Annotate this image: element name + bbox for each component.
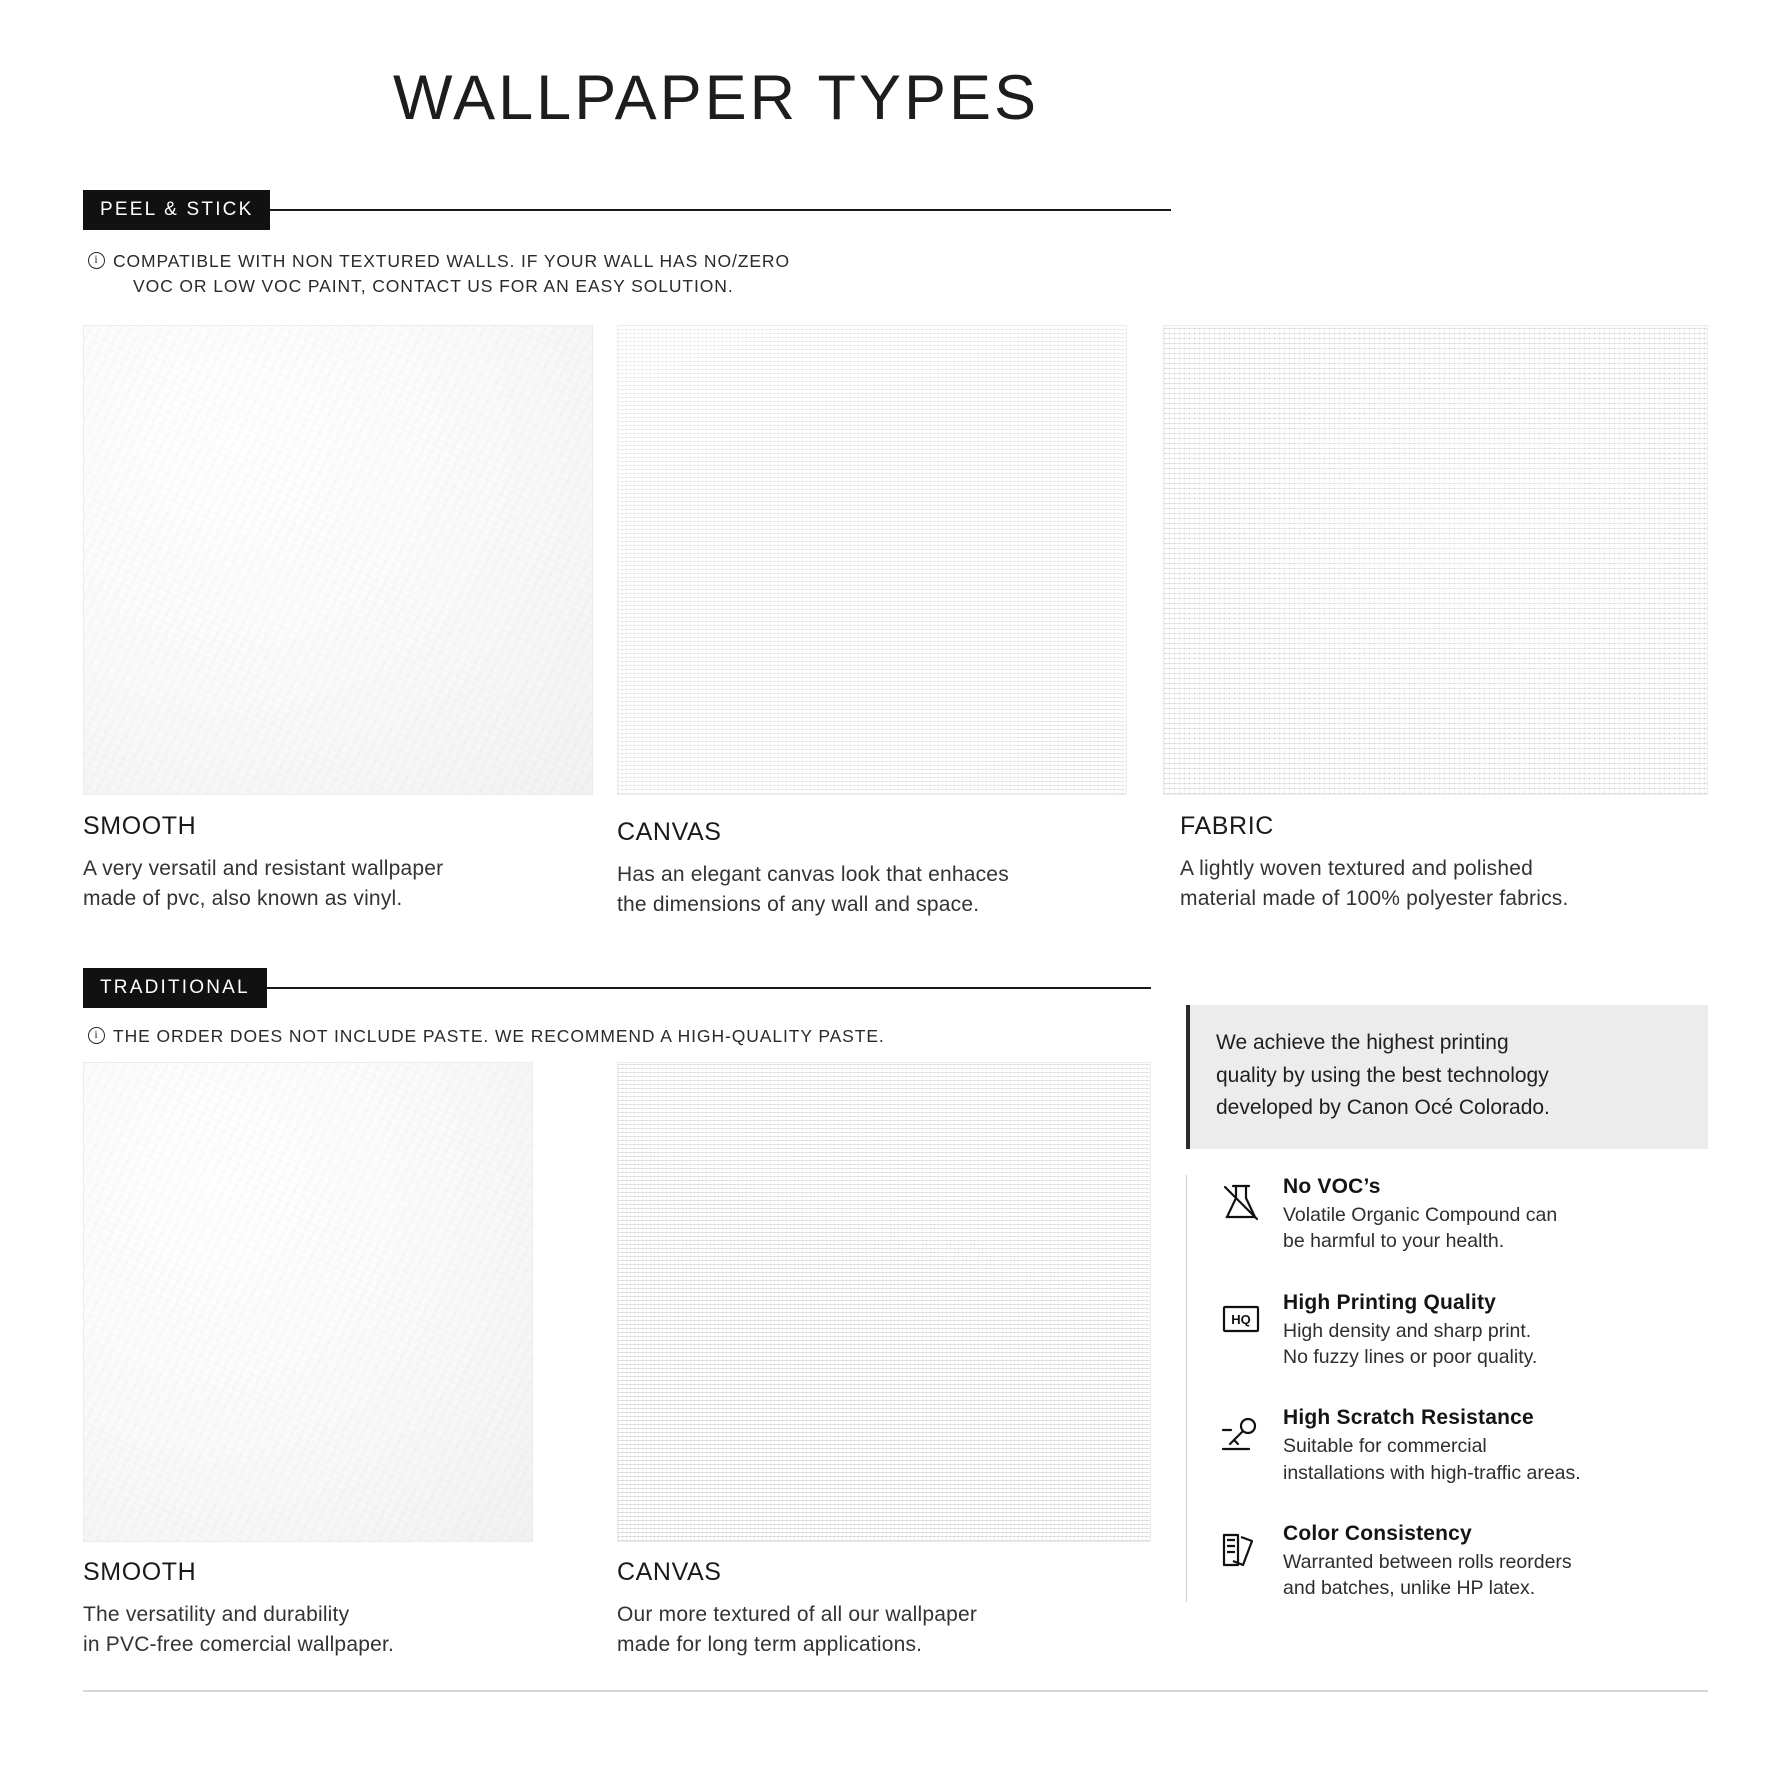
traditional-notice-text: THE ORDER DOES NOT INCLUDE PASTE. WE RECOMMEND A HIGH-QUALITY PASTE. [113, 1026, 885, 1046]
feature-item [1217, 1291, 1708, 1371]
feature-item [1217, 1406, 1708, 1486]
feature-title: Color Consistency [1283, 1521, 1472, 1545]
section-tag-peel-stick: PEEL & STICK [83, 190, 270, 230]
swatch-title-peel-stick-smooth: SMOOTH [83, 812, 197, 840]
swatch-desc-peel-stick-canvas: Has an elegant canvas look that enhaces the dimensions of any wall and space. [617, 863, 1009, 917]
swatch-title-traditional-canvas: CANVAS [617, 1558, 722, 1586]
swatch-desc-peel-stick-smooth: A very versatil and resistant wallpaper made of pvc, also known as vinyl. [83, 857, 444, 911]
swatch-peel-stick-fabric [1163, 325, 1708, 795]
swatch-title-peel-stick-fabric: FABRIC [1180, 812, 1274, 840]
page-title: WALLPAPER TYPES [393, 63, 1040, 133]
section-tag-traditional: TRADITIONAL [83, 968, 267, 1008]
feature-desc: Volatile Organic Compound can be harmful to your health. [1283, 1204, 1558, 1253]
section-header-traditional [83, 968, 1151, 1008]
feature-desc: Suitable for commercial installations with high-traffic areas. [1283, 1435, 1581, 1484]
section-divider [267, 987, 1151, 989]
traditional-notice [88, 1024, 1108, 1049]
feature-text [1283, 1406, 1581, 1486]
swatch-traditional-smooth [83, 1062, 533, 1542]
swatch-traditional-canvas [617, 1062, 1151, 1542]
swatch-title-traditional-smooth: SMOOTH [83, 1558, 197, 1586]
swatch-desc-traditional-smooth: The versatility and durability in PVC-free comercial wallpaper. [83, 1603, 395, 1657]
swatch-desc-peel-stick-fabric: A lightly woven textured and polished material made of 100% polyester fabrics. [1180, 857, 1569, 911]
quote-text: We achieve the highest printing quality by using the best technology developed by Canon Océ Colorado. [1190, 1005, 1708, 1149]
swatch-title-peel-stick-canvas: CANVAS [617, 818, 722, 846]
color-consistency-swatch-icon [1217, 1526, 1265, 1574]
quality-quote [1186, 1005, 1708, 1149]
feature-desc: High density and sharp print. No fuzzy lines or poor quality. [1283, 1319, 1538, 1368]
feature-title: High Scratch Resistance [1283, 1406, 1534, 1430]
feature-item [1217, 1175, 1708, 1255]
hq-print-quality-icon [1217, 1295, 1265, 1343]
footer-divider [83, 1690, 1708, 1692]
swatch-peel-stick-canvas [617, 325, 1127, 795]
section-divider [270, 209, 1171, 211]
peel-stick-notice-text: COMPATIBLE WITH NON TEXTURED WALLS. IF YOUR WALL HAS NO/ZERO VOC OR LOW VOC PAINT, CONTACT US FOR AN EASY SOLUTION. [113, 251, 790, 297]
feature-text [1283, 1291, 1537, 1371]
feature-text [1283, 1522, 1572, 1602]
swatch-desc-traditional-canvas: Our more textured of all our wallpaper made for long term applications. [617, 1603, 978, 1657]
peel-stick-notice [88, 249, 988, 300]
feature-list [1186, 1175, 1708, 1602]
feature-item [1217, 1522, 1708, 1602]
info-icon [88, 1027, 105, 1044]
swatch-peel-stick-smooth [83, 325, 593, 795]
scratch-resistance-key-icon [1217, 1410, 1265, 1458]
no-voc-flask-icon [1217, 1179, 1265, 1227]
feature-desc: Warranted between rolls reorders and batches, unlike HP latex. [1283, 1550, 1572, 1600]
info-icon [88, 252, 105, 269]
svg-text:HQ: HQ [1231, 1311, 1251, 1327]
feature-text [1283, 1175, 1557, 1255]
feature-title: High Printing Quality [1283, 1290, 1497, 1314]
feature-title: No VOC’s [1283, 1175, 1381, 1198]
section-header-peel-stick [83, 190, 1171, 230]
